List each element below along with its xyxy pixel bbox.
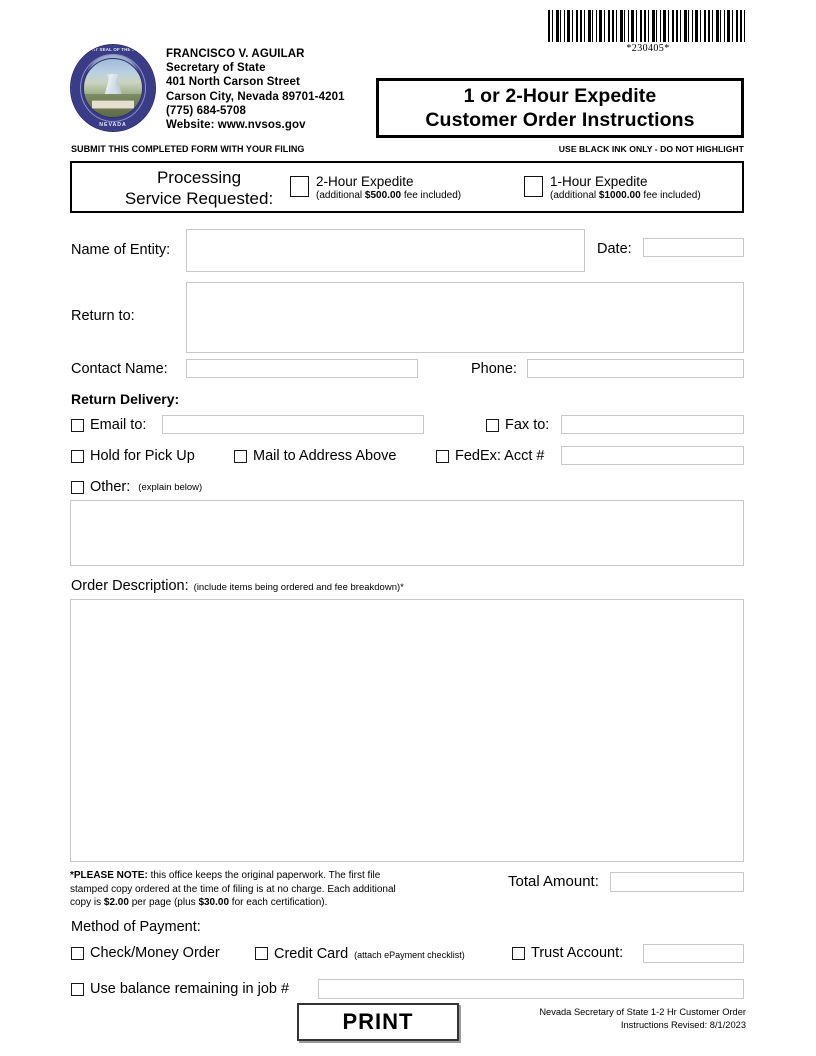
contact-name-label: Contact Name: <box>71 361 168 377</box>
name-of-entity-input[interactable] <box>186 229 585 272</box>
fedex-option[interactable] <box>436 448 544 464</box>
credit-card-label: Credit Card <box>274 946 349 962</box>
checkbox-credit-card[interactable] <box>255 947 268 960</box>
check-money-order-label: Check/Money Order <box>90 945 220 961</box>
checkbox-other-delivery[interactable] <box>71 481 84 494</box>
mail-to-address-label: Mail to Address Above <box>253 448 397 464</box>
hold-for-pickup-option[interactable] <box>71 448 195 464</box>
fax-to-input[interactable] <box>561 415 744 434</box>
checkbox-check-money-order[interactable] <box>71 947 84 960</box>
other-delivery-label: Other: <box>90 479 131 495</box>
note-1-hour-expedite: (additional $1000.00 fee included) <box>550 190 701 201</box>
total-amount-input[interactable] <box>610 872 744 892</box>
processing-label-line2: Service Requested: <box>124 189 274 208</box>
office-address-line1: 401 North Carson Street <box>166 76 300 89</box>
print-button[interactable]: PRINT <box>297 1003 459 1041</box>
method-of-payment-heading: Method of Payment: <box>71 919 201 935</box>
processing-service-box <box>70 161 744 213</box>
contact-name-input[interactable] <box>186 359 418 378</box>
trust-account-label: Trust Account: <box>531 945 624 961</box>
total-amount-label: Total Amount: <box>508 873 599 890</box>
other-explain-textarea[interactable] <box>70 500 744 566</box>
seal-top-text: THE GREAT SEAL OF THE STATE OF <box>71 47 155 52</box>
order-description-hint: (include items being ordered and fee breakdown)* <box>193 582 404 593</box>
nevada-state-seal-icon <box>70 44 156 132</box>
barcode-block <box>548 10 748 54</box>
checkbox-fax-to[interactable] <box>486 419 499 432</box>
officer-info-block <box>166 47 345 132</box>
form-title-box <box>376 78 744 138</box>
fax-to-label: Fax to: <box>505 417 550 433</box>
officer-title: Secretary of State <box>166 62 266 75</box>
return-delivery-heading: Return Delivery: <box>71 391 180 407</box>
date-input[interactable] <box>643 238 744 257</box>
please-note-text <box>70 869 490 910</box>
fedex-label: FedEx: Acct # <box>455 448 545 464</box>
hold-for-pickup-label: Hold for Pick Up <box>90 448 195 464</box>
form-title-line1: 1 or 2-Hour Expedite <box>463 85 657 107</box>
fax-to-option[interactable] <box>486 417 549 433</box>
trust-account-input[interactable] <box>643 944 744 963</box>
return-to-label: Return to: <box>71 308 135 324</box>
check-money-order-option[interactable] <box>71 945 220 961</box>
credit-card-hint: (attach ePayment checklist) <box>354 950 465 960</box>
please-note-line1: *PLEASE NOTE: this office keeps the original paperwork. The first file <box>70 870 381 881</box>
label-1-hour-expedite: 1-Hour Expedite <box>550 174 648 189</box>
phone-input[interactable] <box>527 359 744 378</box>
please-note-line2: stamped copy ordered at the time of filing is at no charge. Each additional <box>70 883 396 895</box>
use-balance-option[interactable] <box>71 981 289 997</box>
date-label: Date: <box>597 241 632 257</box>
checkbox-trust-account[interactable] <box>512 947 525 960</box>
processing-label-line1: Processing <box>156 168 242 187</box>
email-to-option[interactable] <box>71 417 146 433</box>
processing-service-label <box>94 167 304 209</box>
option-2-hour-expedite[interactable] <box>290 174 461 202</box>
officer-name: FRANCISCO V. AGUILAR <box>166 48 305 60</box>
submit-instruction-note: SUBMIT THIS COMPLETED FORM WITH YOUR FILING <box>71 144 305 154</box>
note-2-hour-expedite: (additional $500.00 fee included) <box>316 190 462 201</box>
office-phone: (775) 684-5708 <box>166 104 247 117</box>
black-ink-note: USE BLACK INK ONLY - DO NOT HIGHLIGHT <box>558 144 744 154</box>
email-to-label: Email to: <box>90 417 147 433</box>
mail-to-address-option[interactable] <box>234 448 396 464</box>
other-delivery-option[interactable] <box>71 479 202 495</box>
checkbox-1-hour-expedite[interactable] <box>524 176 543 197</box>
phone-label: Phone: <box>471 361 517 377</box>
checkbox-email-to[interactable] <box>71 419 84 432</box>
checkbox-hold-for-pickup[interactable] <box>71 450 84 463</box>
trust-account-option[interactable] <box>512 945 623 961</box>
seal-ring <box>71 45 155 131</box>
footer-revision-note <box>516 1006 746 1031</box>
return-to-textarea[interactable] <box>186 282 744 353</box>
order-description-textarea[interactable] <box>70 599 744 862</box>
order-description-label: Order Description: <box>71 578 189 594</box>
seal-bottom-text: NEVADA <box>99 121 127 128</box>
label-2-hour-expedite: 2-Hour Expedite <box>316 174 414 189</box>
form-title-line2: Customer Order Instructions <box>425 109 695 131</box>
name-of-entity-label: Name of Entity: <box>71 242 171 258</box>
order-description-heading <box>71 578 404 594</box>
checkbox-mail-to-address[interactable] <box>234 450 247 463</box>
fedex-acct-input[interactable] <box>561 446 744 465</box>
credit-card-option[interactable] <box>255 945 465 962</box>
footer-note-line1: Nevada Secretary of State 1-2 Hr Customer Order <box>539 1007 746 1017</box>
use-balance-label: Use balance remaining in job # <box>90 981 290 997</box>
job-number-input[interactable] <box>318 979 744 999</box>
checkbox-2-hour-expedite[interactable] <box>290 176 309 197</box>
option-1-hour-expedite[interactable] <box>524 174 701 202</box>
checkbox-use-balance[interactable] <box>71 983 84 996</box>
email-to-input[interactable] <box>162 415 424 434</box>
office-address-line2: Carson City, Nevada 89701-4201 <box>166 90 345 103</box>
other-delivery-hint: (explain below) <box>138 481 203 493</box>
barcode-number: *230405* <box>626 43 670 54</box>
please-note-line3: copy is $2.00 per page (plus $30.00 for each certification). <box>70 897 328 909</box>
office-website: Website: www.nvsos.gov <box>166 119 306 132</box>
barcode-icon <box>548 10 748 42</box>
footer-note-line2: Instructions Revised: 8/1/2023 <box>620 1019 746 1030</box>
checkbox-fedex[interactable] <box>436 450 449 463</box>
